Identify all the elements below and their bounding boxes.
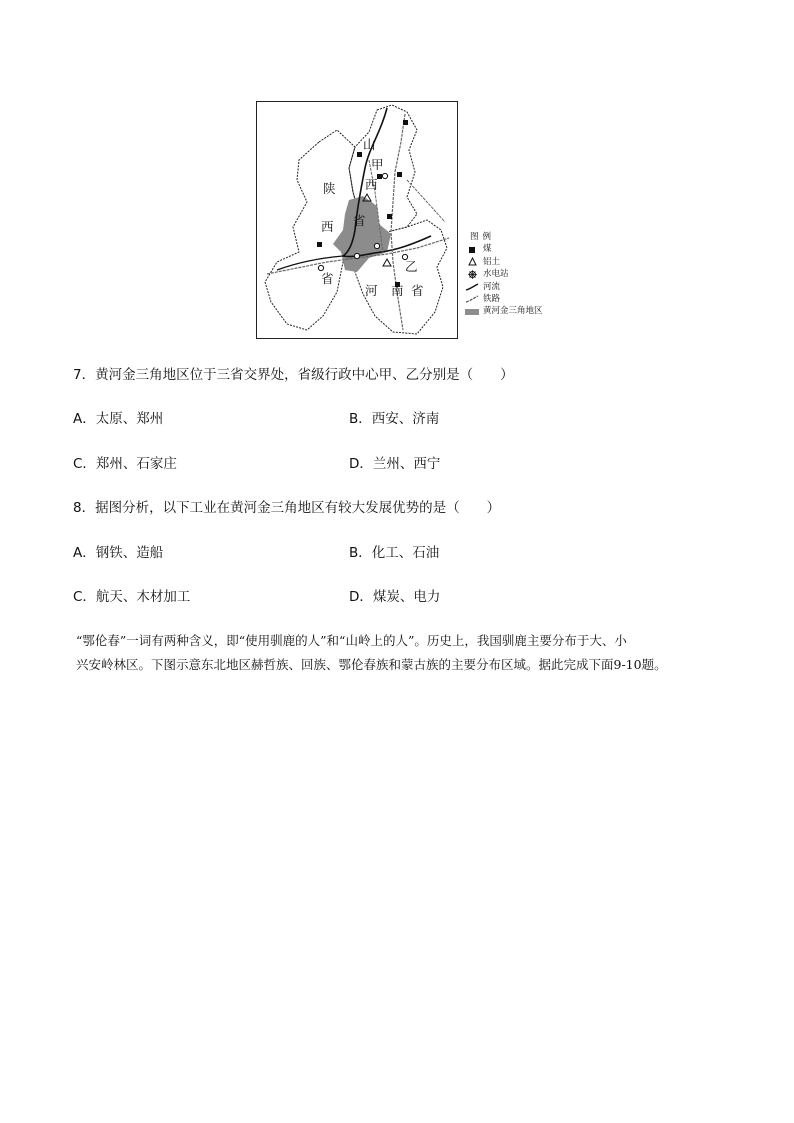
city-mark	[354, 253, 359, 258]
map-label-shaan: 陕	[323, 181, 336, 196]
legend-label: 煤	[483, 244, 492, 255]
city-mark	[374, 243, 379, 248]
map-label-sheng-2: 省	[321, 271, 334, 286]
map-label-he: 河	[365, 283, 378, 298]
legend-item	[464, 268, 554, 280]
legend-label: 水电站	[483, 269, 509, 280]
golden-triangle-region	[333, 196, 391, 272]
coal-mark	[387, 214, 392, 219]
map-label-xi: 西	[365, 177, 378, 192]
city-mark	[318, 265, 323, 270]
coal-mark	[403, 120, 408, 125]
coal-icon	[464, 245, 480, 255]
legend-label: 铁路	[483, 293, 501, 304]
railway-icon	[464, 294, 480, 304]
coal-mark	[397, 172, 402, 177]
legend-label: 铝土	[483, 256, 501, 267]
legend-item	[464, 243, 554, 255]
reading-passage	[76, 629, 736, 677]
legend-item	[464, 281, 554, 293]
river-icon	[464, 282, 480, 292]
map-label-shan: 山	[363, 137, 376, 152]
map-label-xi-2: 西	[321, 219, 334, 234]
question-7-option-b[interactable]: B．西安、济南	[349, 411, 440, 427]
golden-triangle-area-icon	[464, 307, 480, 317]
question-8-option-a[interactable]: A．钢铁、造船	[73, 545, 164, 561]
legend-label: 河流	[483, 281, 501, 292]
legend-label: 黄河金三角地区	[483, 306, 543, 317]
legend-item	[464, 256, 554, 268]
passage-line-2: 兴安岭林区。下图示意东北地区赫哲族、回族、鄂伦春族和蒙古族的主要分布区域。据此完成下面9-10题。	[76, 657, 667, 672]
question-7-option-d[interactable]: D．兰州、西宁	[349, 456, 441, 472]
map-figure	[256, 101, 458, 339]
city-mark	[382, 173, 387, 178]
map-label-sheng: 省	[353, 213, 366, 228]
question-8-option-b[interactable]: B．化工、石油	[349, 545, 440, 561]
question-8-stem: 8．据图分析，以下工业在黄河金三角地区有较大发展优势的是（ ）	[73, 500, 501, 516]
hydropower-icon	[464, 269, 480, 279]
bauxite-icon	[464, 257, 480, 267]
question-7-option-a[interactable]: A．太原、郑州	[73, 411, 164, 427]
map-label-jia: 甲	[371, 157, 384, 172]
legend-item	[464, 293, 554, 305]
coal-mark	[317, 242, 322, 247]
map-label-yi: 乙	[405, 259, 418, 274]
question-8-option-d[interactable]: D．煤炭、电力	[349, 589, 441, 605]
legend-item	[464, 305, 554, 317]
railway-4	[407, 180, 445, 222]
legend-title: 图例	[470, 232, 496, 242]
passage-line-1: “鄂伦春”一词有两种含义，即“使用驯鹿的人”和“山岭上的人”。历史上，我国驯鹿主要分布于大、小	[76, 633, 627, 648]
question-8-option-c[interactable]: C．航天、木材加工	[73, 589, 191, 605]
map-legend	[464, 231, 554, 318]
map-label-sheng-3: 省	[411, 283, 424, 298]
bauxite-mark	[383, 259, 391, 266]
coal-mark	[357, 152, 362, 157]
question-7-stem: 7．黄河金三角地区位于三省交界处，省级行政中心甲、乙分别是（ ）	[73, 367, 514, 383]
map-label-nan: 南	[391, 283, 404, 298]
question-7-option-c[interactable]: C．郑州、石家庄	[73, 456, 177, 472]
wei-river	[277, 256, 343, 270]
